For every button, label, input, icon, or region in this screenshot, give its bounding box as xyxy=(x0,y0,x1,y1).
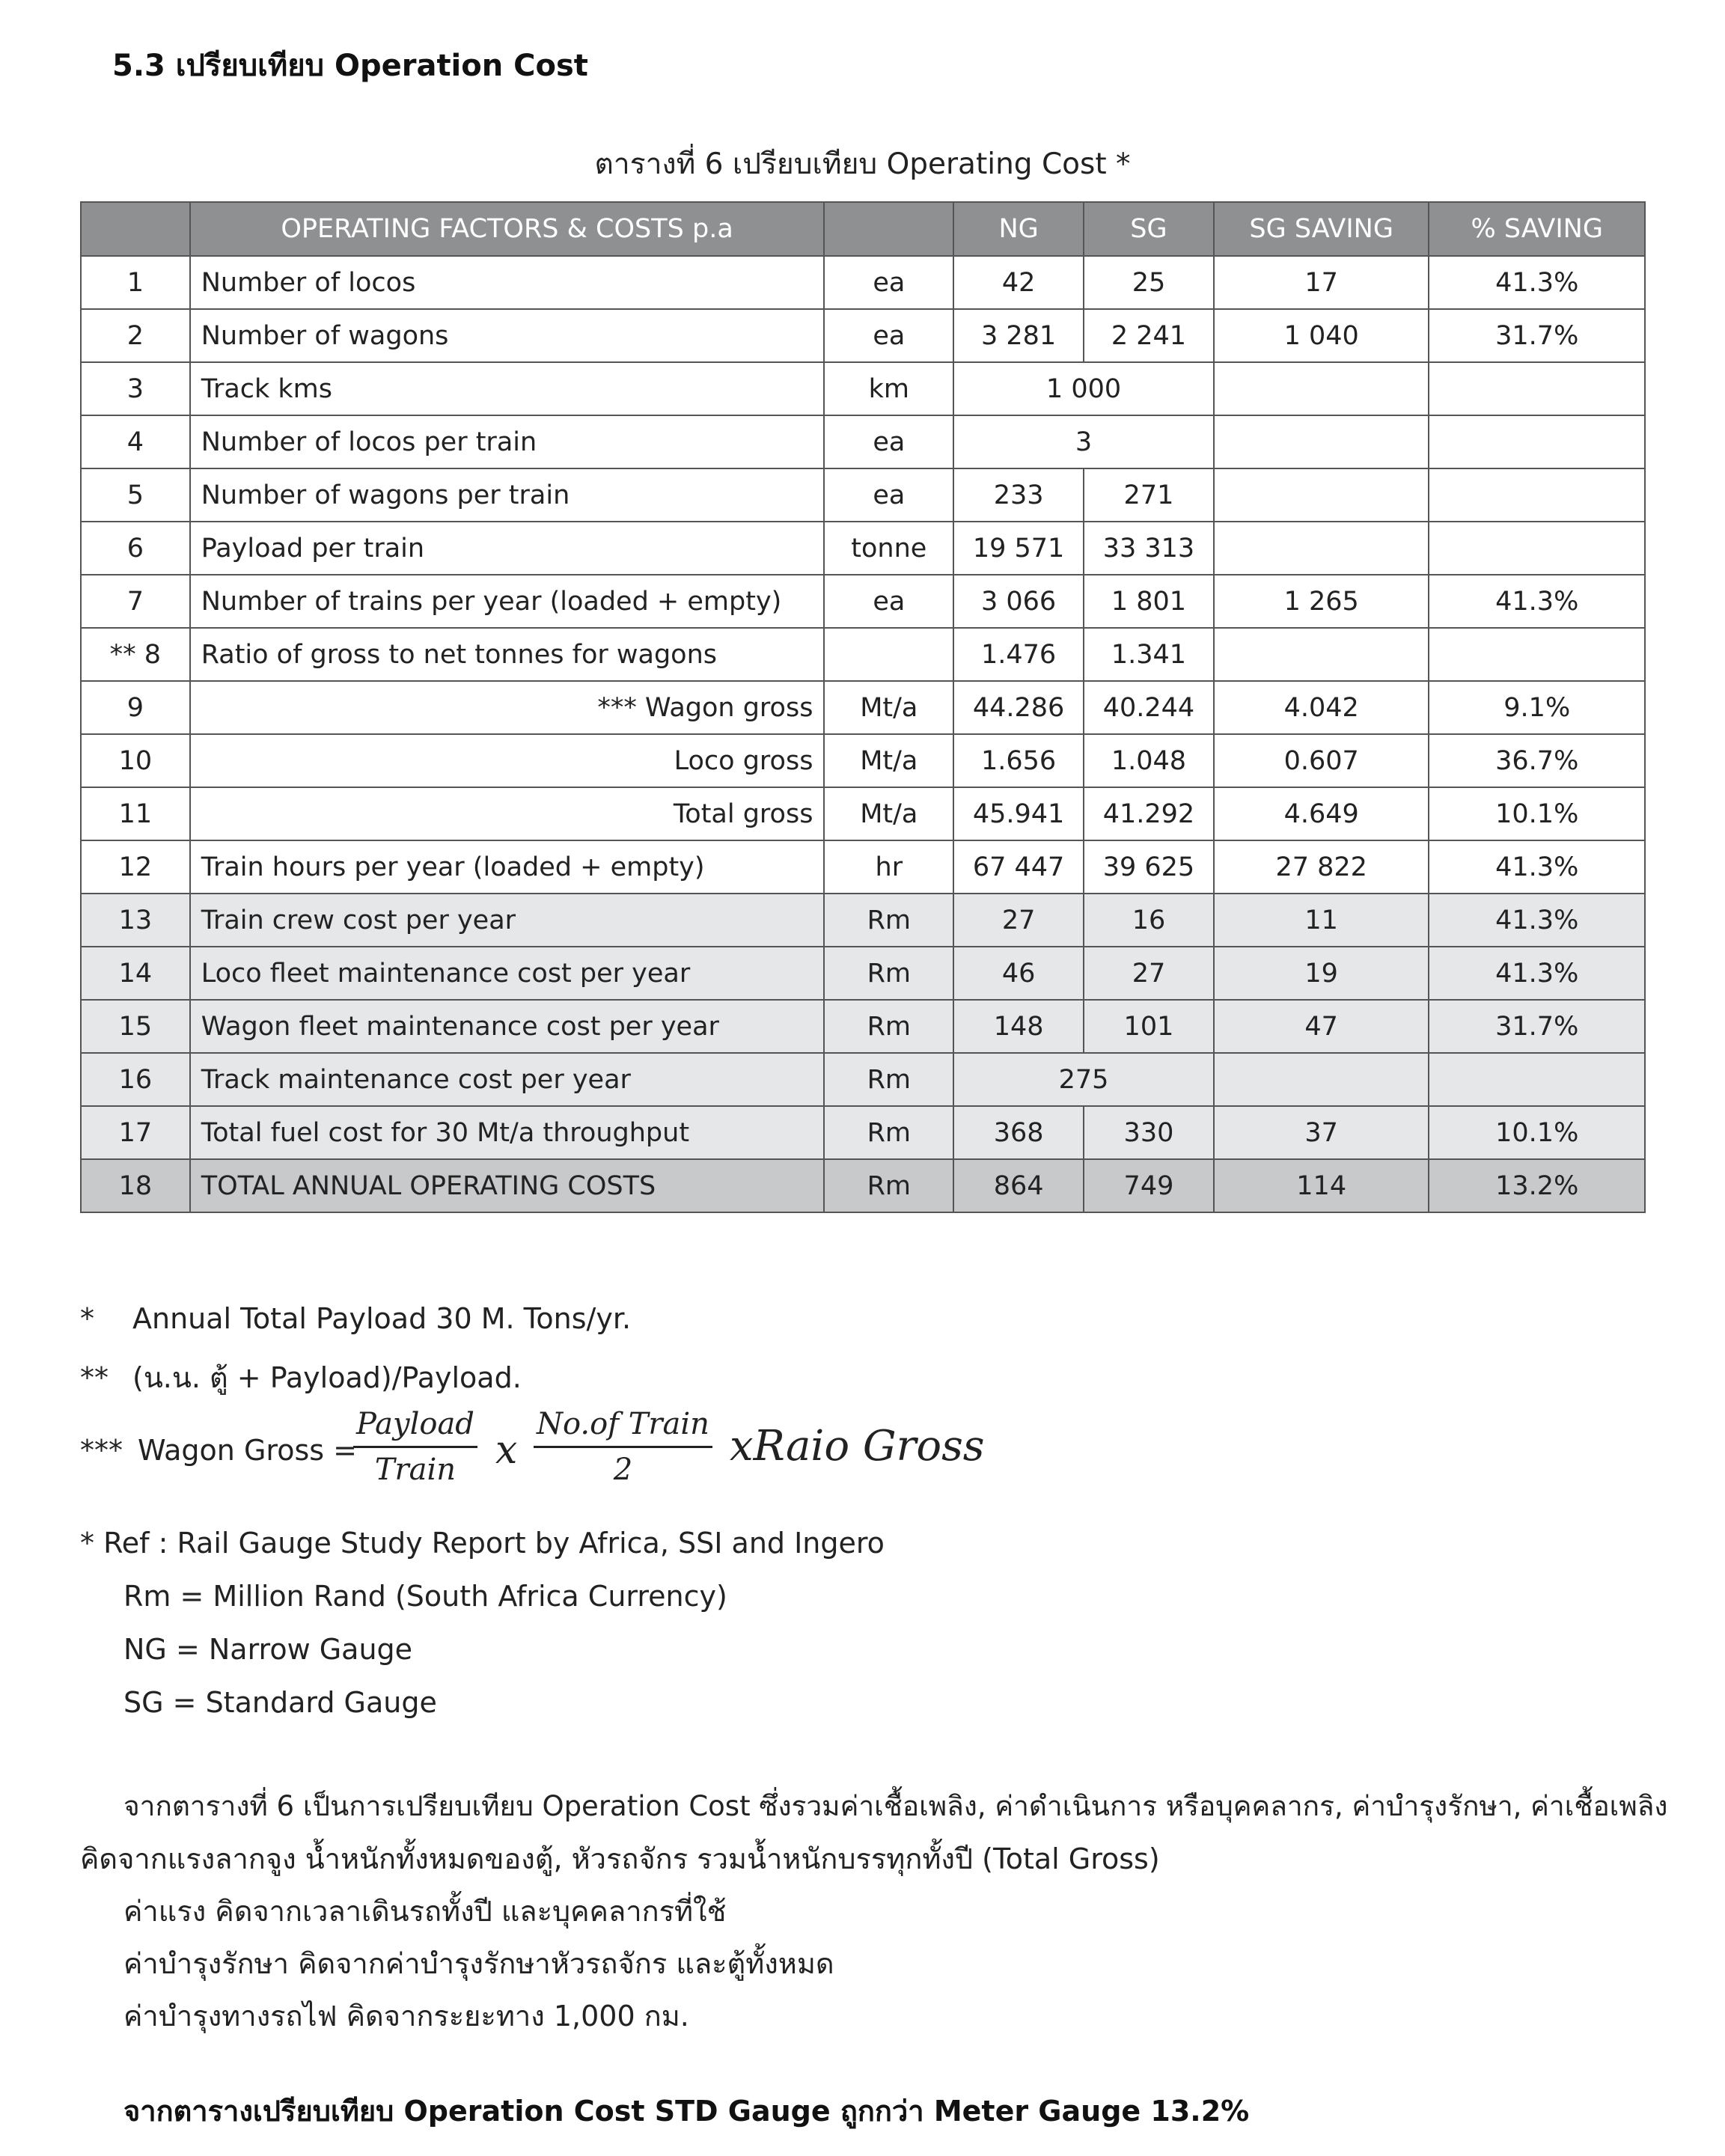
row-pct xyxy=(1429,522,1645,575)
header-unit xyxy=(824,202,953,256)
row-ng: 67 447 xyxy=(953,840,1084,894)
footnote xyxy=(80,1302,631,1335)
fraction-denominator: Train xyxy=(374,1453,457,1487)
row-no: 5 xyxy=(81,468,190,522)
row-saving xyxy=(1214,1053,1429,1106)
row-factor: Track maintenance cost per year xyxy=(190,1053,825,1106)
table-row xyxy=(81,894,1645,947)
row-sg: 27 xyxy=(1084,947,1214,1000)
header-ng: NG xyxy=(953,202,1084,256)
row-pct: 31.7% xyxy=(1429,309,1645,362)
table-row xyxy=(81,628,1645,681)
row-factor: Number of wagons xyxy=(190,309,825,362)
row-sg: 25 xyxy=(1084,256,1214,309)
row-no: 17 xyxy=(81,1106,190,1159)
row-sg: 33 313 xyxy=(1084,522,1214,575)
header-pct-saving: % SAVING xyxy=(1429,202,1645,256)
row-unit: Rm xyxy=(824,1106,953,1159)
footnote-text: (น.น. ตู้ + Payload)/Payload. xyxy=(132,1361,522,1394)
fraction-denominator: 2 xyxy=(613,1453,633,1487)
row-pct: 41.3% xyxy=(1429,947,1645,1000)
row-saving: 0.607 xyxy=(1214,734,1429,787)
row-pct xyxy=(1429,415,1645,468)
row-ng: 233 xyxy=(953,468,1084,522)
row-saving: 19 xyxy=(1214,947,1429,1000)
row-unit: Rm xyxy=(824,894,953,947)
row-unit: ea xyxy=(824,575,953,628)
paragraph-line: คิดจากแรงลากจูง น้ำหนักทั้งหมดของตู้, หัวรถจักร รวมน้ำหนักบรรทุกทั้งปี (Total Gross) xyxy=(80,1842,1160,1875)
row-factor: TOTAL ANNUAL OPERATING COSTS xyxy=(190,1159,825,1212)
row-no: 16 xyxy=(81,1053,190,1106)
row-no: 2 xyxy=(81,309,190,362)
row-no: 12 xyxy=(81,840,190,894)
row-ng: 1.476 xyxy=(953,628,1084,681)
row-unit: Mt/a xyxy=(824,787,953,840)
row-no: 18 xyxy=(81,1159,190,1212)
row-saving: 1 265 xyxy=(1214,575,1429,628)
reference-source: * Ref : Rail Gauge Study Report by Africa, SSI and Ingero xyxy=(80,1527,885,1560)
row-no: ** 8 xyxy=(81,628,190,681)
row-sg: 271 xyxy=(1084,468,1214,522)
table-row xyxy=(81,1106,1645,1159)
formula-times: x xyxy=(495,1428,518,1473)
row-unit: tonne xyxy=(824,522,953,575)
row-no: 3 xyxy=(81,362,190,415)
row-pct: 10.1% xyxy=(1429,1106,1645,1159)
footnote-text: Annual Total Payload 30 M. Tons/yr. xyxy=(132,1302,632,1335)
row-sg: 40.244 xyxy=(1084,681,1214,734)
row-ng-sg-combined: 3 xyxy=(953,415,1214,468)
row-sg: 330 xyxy=(1084,1106,1214,1159)
row-pct: 10.1% xyxy=(1429,787,1645,840)
row-unit: Rm xyxy=(824,1159,953,1212)
row-no: 13 xyxy=(81,894,190,947)
formula-mark: *** xyxy=(80,1434,123,1467)
row-sg: 41.292 xyxy=(1084,787,1214,840)
row-ng: 45.941 xyxy=(953,787,1084,840)
table-row xyxy=(81,415,1645,468)
row-unit: ea xyxy=(824,468,953,522)
row-pct xyxy=(1429,468,1645,522)
row-saving: 4.649 xyxy=(1214,787,1429,840)
formula-label: Wagon Gross = xyxy=(138,1434,357,1467)
reference-rm: Rm = Million Rand (South Africa Currency) xyxy=(123,1580,727,1613)
table-header-row xyxy=(81,202,1645,256)
paragraph-line: จากตารางที่ 6 เป็นการเปรียบเทียบ Operation Cost ซึ่งรวมค่าเชื้อเพลิง, ค่าดำเนินการ หรือบุคคลากร, ค่าบำรุงรักษา, ค่าเชื้อเพลิง xyxy=(123,1790,1668,1822)
row-pct xyxy=(1429,628,1645,681)
row-no: 14 xyxy=(81,947,190,1000)
section-heading: 5.3 เปรียบเทียบ Operation Cost xyxy=(112,49,588,83)
row-sg: 39 625 xyxy=(1084,840,1214,894)
row-unit xyxy=(824,628,953,681)
conclusion: จากตารางเปรียบเทียบ Operation Cost STD Gauge ถูกกว่า Meter Gauge 13.2% xyxy=(123,2095,1250,2128)
row-unit: Rm xyxy=(824,947,953,1000)
row-pct xyxy=(1429,1053,1645,1106)
row-sg: 749 xyxy=(1084,1159,1214,1212)
total-row xyxy=(81,1159,1645,1212)
header-factor: OPERATING FACTORS & COSTS p.a xyxy=(190,202,825,256)
header-sg-saving: SG SAVING xyxy=(1214,202,1429,256)
row-ng-sg-combined: 275 xyxy=(953,1053,1214,1106)
row-ng: 148 xyxy=(953,1000,1084,1053)
operating-cost-table xyxy=(80,201,1646,1213)
row-saving: 114 xyxy=(1214,1159,1429,1212)
row-ng: 42 xyxy=(953,256,1084,309)
table-row xyxy=(81,947,1645,1000)
paragraph-line: ค่าบำรุงทางรถไฟ คิดจากระยะทาง 1,000 กม. xyxy=(123,2000,689,2033)
row-saving xyxy=(1214,628,1429,681)
row-factor: Track kms xyxy=(190,362,825,415)
table-row xyxy=(81,840,1645,894)
row-saving: 47 xyxy=(1214,1000,1429,1053)
row-pct: 31.7% xyxy=(1429,1000,1645,1053)
row-factor: Number of trains per year (loaded + empty) xyxy=(190,575,825,628)
fraction-numerator: Payload xyxy=(353,1407,477,1448)
row-saving: 1 040 xyxy=(1214,309,1429,362)
footnote-mark: * xyxy=(80,1302,94,1335)
row-saving: 37 xyxy=(1214,1106,1429,1159)
row-sg: 1.048 xyxy=(1084,734,1214,787)
footnote xyxy=(80,1355,522,1400)
table-row xyxy=(81,1000,1645,1053)
row-ng-sg-combined: 1 000 xyxy=(953,362,1214,415)
row-saving xyxy=(1214,362,1429,415)
row-saving xyxy=(1214,415,1429,468)
row-no: 4 xyxy=(81,415,190,468)
footnote-mark: ** xyxy=(80,1361,109,1394)
table-row xyxy=(81,256,1645,309)
row-unit: Rm xyxy=(824,1053,953,1106)
row-saving: 17 xyxy=(1214,256,1429,309)
row-factor: Ratio of gross to net tonnes for wagons xyxy=(190,628,825,681)
reference-ng: NG = Narrow Gauge xyxy=(123,1633,413,1666)
formula-ratio-gross: xRaio Gross xyxy=(730,1422,985,1471)
header-no xyxy=(81,202,190,256)
row-no: 9 xyxy=(81,681,190,734)
paragraph-line: ค่าแรง คิดจากเวลาเดินรถทั้งปี และบุคคลากรที่ใช้ xyxy=(123,1895,727,1928)
row-factor: *** Wagon gross xyxy=(190,681,825,734)
reference-sg: SG = Standard Gauge xyxy=(123,1686,437,1719)
row-unit: ea xyxy=(824,256,953,309)
row-factor: Loco fleet maintenance cost per year xyxy=(190,947,825,1000)
row-ng: 3 281 xyxy=(953,309,1084,362)
table-row xyxy=(81,362,1645,415)
table-row xyxy=(81,309,1645,362)
table-row xyxy=(81,575,1645,628)
row-no: 15 xyxy=(81,1000,190,1053)
row-pct: 9.1% xyxy=(1429,681,1645,734)
row-saving: 4.042 xyxy=(1214,681,1429,734)
row-unit: km xyxy=(824,362,953,415)
table-caption: ตารางที่ 6 เปรียบเทียบ Operating Cost * xyxy=(594,147,1131,181)
header-sg: SG xyxy=(1084,202,1214,256)
row-ng: 1.656 xyxy=(953,734,1084,787)
table-row xyxy=(81,1053,1645,1106)
row-factor: Payload per train xyxy=(190,522,825,575)
row-unit: Mt/a xyxy=(824,734,953,787)
row-pct: 41.3% xyxy=(1429,840,1645,894)
row-ng: 46 xyxy=(953,947,1084,1000)
table-row xyxy=(81,681,1645,734)
row-factor: Number of locos xyxy=(190,256,825,309)
row-no: 10 xyxy=(81,734,190,787)
table-row xyxy=(81,468,1645,522)
row-factor: Train hours per year (loaded + empty) xyxy=(190,840,825,894)
row-factor: Number of wagons per train xyxy=(190,468,825,522)
row-ng: 44.286 xyxy=(953,681,1084,734)
row-saving: 27 822 xyxy=(1214,840,1429,894)
table-row xyxy=(81,522,1645,575)
fraction-trains-half xyxy=(534,1407,712,1487)
row-pct: 41.3% xyxy=(1429,894,1645,947)
table-row xyxy=(81,787,1645,840)
row-sg: 101 xyxy=(1084,1000,1214,1053)
table-row xyxy=(81,734,1645,787)
row-pct: 41.3% xyxy=(1429,256,1645,309)
row-pct: 36.7% xyxy=(1429,734,1645,787)
row-no: 6 xyxy=(81,522,190,575)
row-no: 7 xyxy=(81,575,190,628)
row-pct: 41.3% xyxy=(1429,575,1645,628)
row-ng: 19 571 xyxy=(953,522,1084,575)
row-ng: 3 066 xyxy=(953,575,1084,628)
row-saving xyxy=(1214,522,1429,575)
paragraph-line: ค่าบำรุงรักษา คิดจากค่าบำรุงรักษาหัวรถจักร และตู้ทั้งหมด xyxy=(123,1947,834,1980)
row-ng: 368 xyxy=(953,1106,1084,1159)
row-sg: 1 801 xyxy=(1084,575,1214,628)
row-unit: ea xyxy=(824,309,953,362)
row-saving xyxy=(1214,468,1429,522)
fraction-payload-train xyxy=(353,1407,477,1487)
row-unit: ea xyxy=(824,415,953,468)
row-no: 11 xyxy=(81,787,190,840)
row-sg: 1.341 xyxy=(1084,628,1214,681)
row-unit: hr xyxy=(824,840,953,894)
row-ng: 864 xyxy=(953,1159,1084,1212)
row-saving: 11 xyxy=(1214,894,1429,947)
row-sg: 16 xyxy=(1084,894,1214,947)
row-factor: Total fuel cost for 30 Mt/a throughput xyxy=(190,1106,825,1159)
row-factor: Train crew cost per year xyxy=(190,894,825,947)
row-no: 1 xyxy=(81,256,190,309)
row-factor: Number of locos per train xyxy=(190,415,825,468)
row-ng: 27 xyxy=(953,894,1084,947)
row-pct xyxy=(1429,362,1645,415)
row-factor: Loco gross xyxy=(190,734,825,787)
fraction-numerator: No.of Train xyxy=(534,1407,712,1448)
row-pct: 13.2% xyxy=(1429,1159,1645,1212)
row-unit: Mt/a xyxy=(824,681,953,734)
row-unit: Rm xyxy=(824,1000,953,1053)
row-factor: Wagon fleet maintenance cost per year xyxy=(190,1000,825,1053)
row-sg: 2 241 xyxy=(1084,309,1214,362)
row-factor: Total gross xyxy=(190,787,825,840)
